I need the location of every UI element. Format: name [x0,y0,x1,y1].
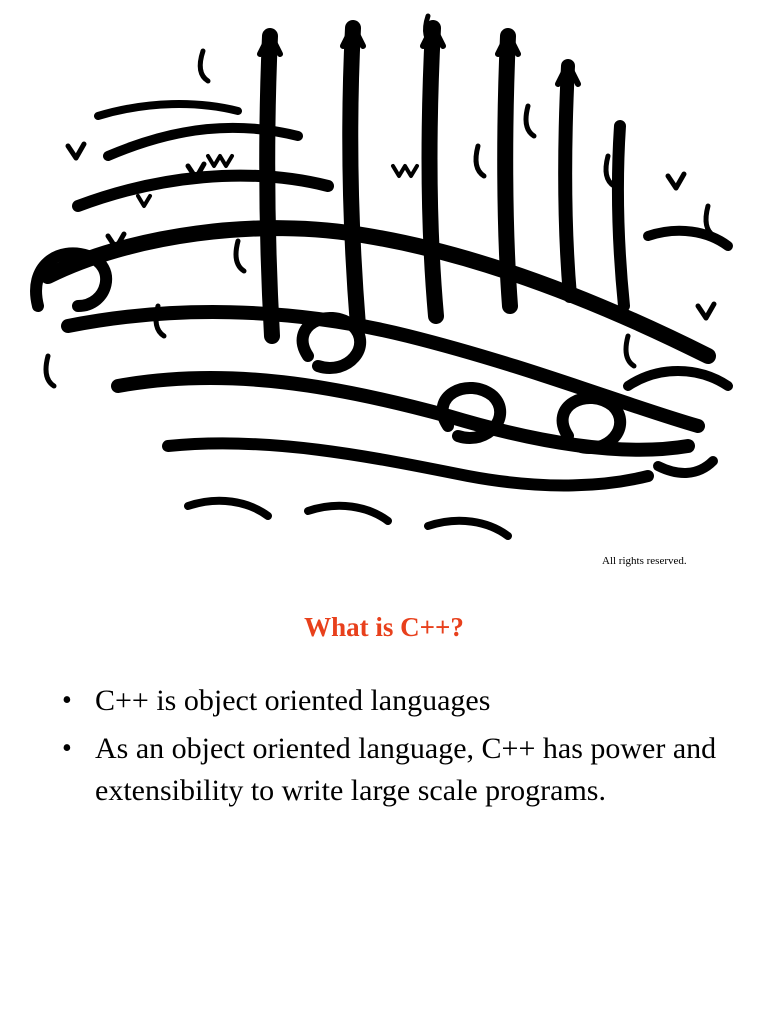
bullet-icon: • [62,733,72,764]
bullet-list [62,680,722,818]
bullet-icon: • [62,685,72,716]
bullet-text: As an object oriented language, C++ has power and extensibility to write large scale programs. [95,732,717,807]
bullet-item [62,680,722,722]
slide-title: What is C++? [304,612,464,642]
rights-reserved-note: All rights reserved. [602,555,687,567]
bullet-item [62,728,722,812]
bullet-text: C++ is object oriented languages [95,684,491,717]
basmala-calligraphy-image [8,6,748,551]
